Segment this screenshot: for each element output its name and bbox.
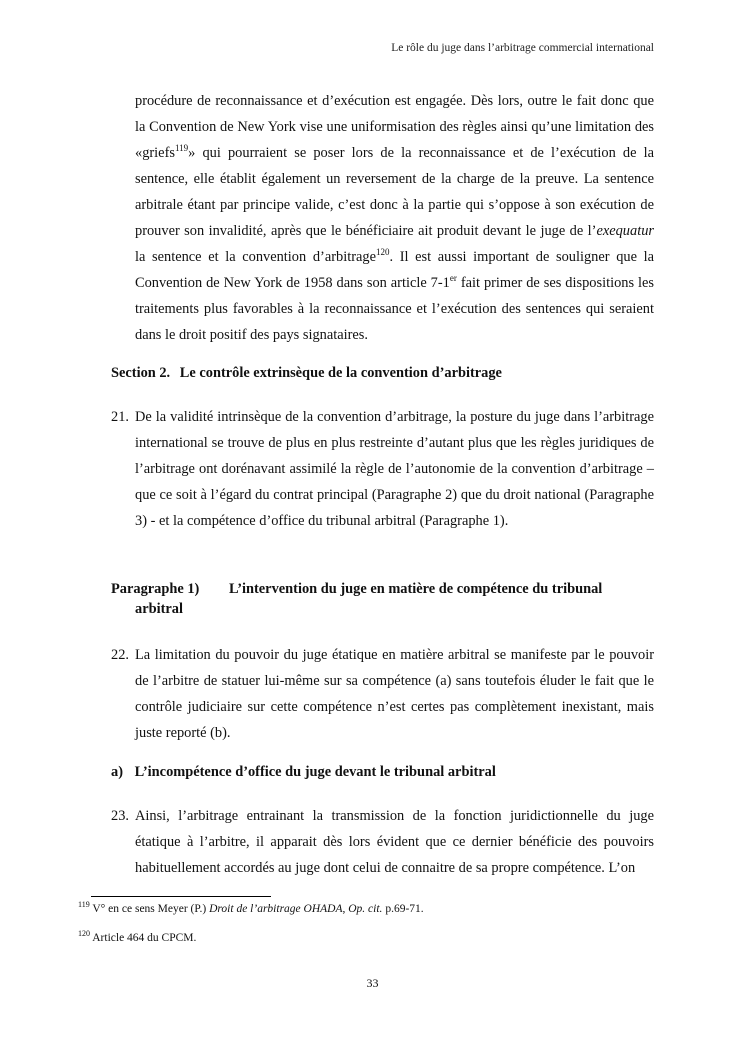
paragraph-text: . Il est aussi important de souligner que la Convention de New York de 1958 dans son article 7-1: [135, 249, 654, 291]
page-number: 33: [366, 976, 379, 990]
footnote-ref-120[interactable]: 120: [375, 247, 390, 258]
paragraph-heading: [111, 579, 656, 619]
heading-label: Paragraphe 1): [111, 581, 200, 597]
section-title: Le contrôle extrinsèque de la convention d’arbitrage: [179, 365, 502, 381]
paragraph-text: la sentence et la convention d’arbitrage: [135, 249, 376, 265]
paragraph-text: » qui pourraient se poser lors de la reconnaissance et de l’exécution de la sentence, elle établit également un reversement de la charge de la preuve. La sentence arbitrale étant par principe valide, c’est donc à la partie qui s’oppose à son exécution de prouver son invalidité, après que le bénéficiaire ait produit devant le juge de l’: [135, 145, 654, 239]
footnote-number: 120: [78, 929, 90, 939]
section-heading: [111, 363, 656, 383]
paragraph-text: De la validité intrinsèque de la convention d’arbitrage, la posture du juge dans l’arbitrage international se trouve de plus en plus restreinte d’autant plus que les règles juridiques de l’arbitrage ont dorénavant assimilé la règle de l’autonomie de la convention d’arbitrage – que ce soit à l’égard du contrat principal (Paragraphe 2) que du droit national (Paragraphe 3) - et la compétence d’office du tribunal arbitral (Paragraphe 1).: [135, 409, 654, 529]
italic-term: exequatur: [596, 223, 654, 239]
paragraph-23: [111, 803, 654, 881]
running-header: Le rôle du juge dans l’arbitrage commercial international: [391, 42, 654, 54]
subsection-label: a): [111, 764, 123, 780]
heading-title: L’intervention du juge en matière de compétence du tribunal: [228, 581, 603, 597]
heading-title-cont: arbitral: [135, 601, 183, 617]
paragraph-text: procédure de reconnaissance et d’exécution est engagée. Dès lors, outre le fait donc que la Convention de New York vise une uniformisation des règles ainsi qu’une limitation des «griefs: [135, 93, 654, 161]
paragraph-21: [111, 404, 654, 534]
paragraph-number: 22.: [111, 647, 129, 663]
paragraph-text: Ainsi, l’arbitrage entrainant la transmission de la fonction juridictionnelle du juge étatique à l’arbitre, il apparait dès lors évident que ce dernier bénéficie des pouvoirs habituellement accordés au juge dont celui de connaitre de sa propre compétence. L’on: [135, 808, 654, 876]
paragraph-number: 21.: [111, 409, 129, 425]
paragraph-22: [111, 642, 654, 746]
paragraph-number: 23.: [111, 808, 129, 824]
subsection-title: L’incompétence d’office du juge devant le tribunal arbitral: [134, 764, 496, 780]
footnote-number: 119: [78, 900, 90, 910]
superscript-er: er: [449, 273, 457, 284]
subsection-heading: [111, 762, 656, 782]
section-label: Section 2.: [111, 365, 171, 381]
paragraph-text: La limitation du pouvoir du juge étatique en matière arbitral se manifeste par le pouvoir de l’arbitre de statuer lui-même sur sa compétence (a) sans toutefois éluder le fait que le contrôle judiciaire sur cette compétence n’est certes pas complètement inexistant, mais juste reporté (b).: [135, 647, 654, 741]
footnote-divider: [91, 896, 271, 897]
footnote-120: $^{120}$ Article 464 du CPCM.: [78, 929, 197, 944]
footnote-ref-119[interactable]: 119: [174, 143, 189, 154]
paragraph-text: fait primer de ses dispositions les traitements plus favorables à la reconnaissance et l’exécution des sentences qui seraient dans le droit positif des pays signataires.: [135, 275, 654, 343]
paragraph-continued: [135, 88, 654, 348]
footnote-119: $^{119}$ V° en ce sens Meyer (P.) Droit de l’arbitrage OHADA, Op. cit. p.69-71.: [78, 900, 424, 915]
